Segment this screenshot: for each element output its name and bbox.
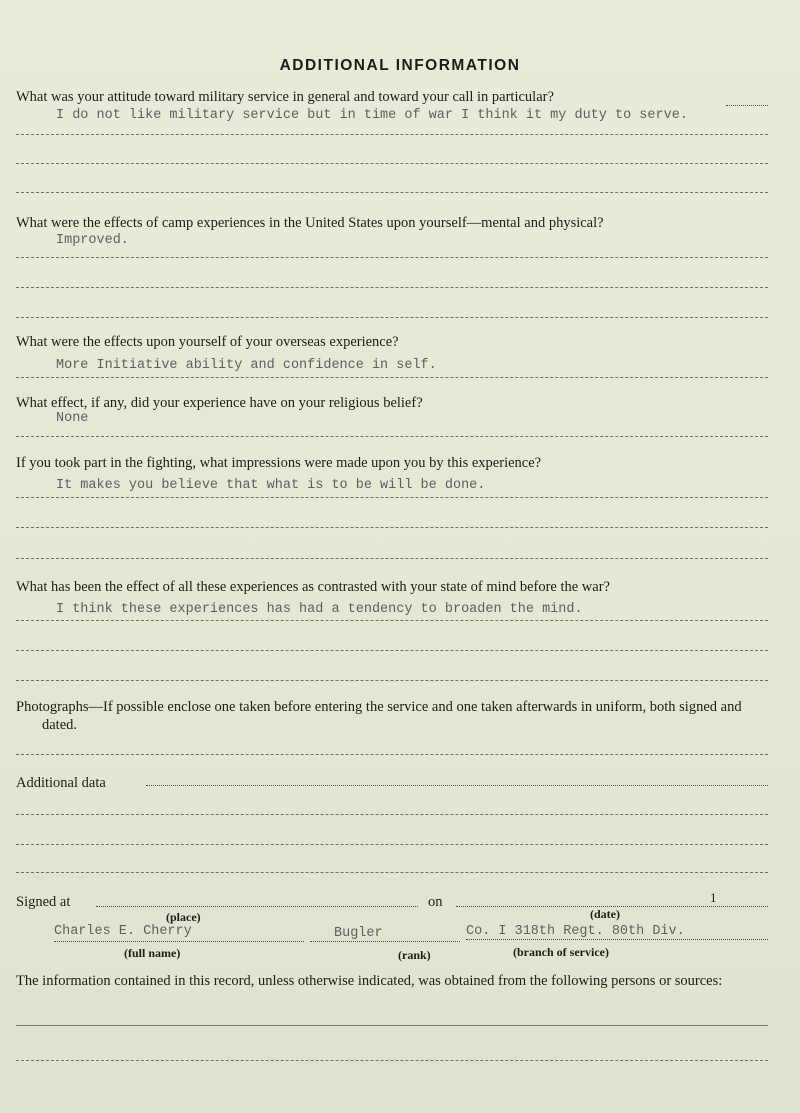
branch-label: (branch of service) bbox=[513, 945, 609, 959]
question-camp-effects: What were the effects of camp experiences in the United States upon yourself—mental and physical? bbox=[16, 215, 604, 231]
additional-data-label: Additional data bbox=[16, 775, 106, 791]
photographs-instruction: Photographs—If possible enclose one taken before entering the service and one taken afterwards in uniform, both signed and dated. bbox=[16, 699, 742, 733]
answer-line bbox=[16, 527, 768, 528]
answer-attitude: I do not like military service but in time of war I think it my duty to serve. bbox=[56, 108, 688, 123]
answer-line bbox=[16, 377, 768, 378]
place-label: (place) bbox=[166, 910, 201, 924]
answer-line bbox=[16, 872, 768, 873]
question-state-of-mind: What has been the effect of all these experiences as contrasted with your state of mind before the war? bbox=[16, 579, 610, 595]
answer-camp-effects: Improved. bbox=[56, 233, 129, 248]
full-name-line bbox=[54, 941, 304, 942]
signed-at-label: Signed at bbox=[16, 894, 71, 910]
answer-fighting-impressions: It makes you believe that what is to be will be done. bbox=[56, 478, 486, 493]
answer-line bbox=[16, 163, 768, 164]
answer-line bbox=[16, 1025, 768, 1026]
answer-religious-belief: None bbox=[56, 411, 89, 426]
date-label: (date) bbox=[590, 907, 620, 921]
full-name-label: (full name) bbox=[124, 946, 181, 960]
answer-line bbox=[16, 620, 768, 621]
answer-line bbox=[16, 1060, 768, 1061]
question-overseas-effects: What were the effects upon yourself of your overseas experience? bbox=[16, 334, 399, 350]
additional-data-line bbox=[146, 785, 768, 786]
date-fragment: 1 bbox=[710, 890, 717, 905]
place-line bbox=[96, 906, 418, 907]
answer-line bbox=[16, 287, 768, 288]
answer-state-of-mind: I think these experiences has had a tendency to broaden the mind. bbox=[56, 602, 583, 617]
on-label: on bbox=[428, 894, 443, 910]
answer-line bbox=[16, 754, 768, 755]
answer-line bbox=[16, 844, 768, 845]
answer-line bbox=[16, 192, 768, 193]
rank-label: (rank) bbox=[398, 948, 431, 962]
answer-line bbox=[16, 497, 768, 498]
answer-line bbox=[16, 558, 768, 559]
rank-line bbox=[310, 941, 460, 942]
question-fighting-impressions: If you took part in the fighting, what impressions were made upon you by this experience? bbox=[16, 455, 542, 471]
answer-line bbox=[16, 436, 768, 437]
form-title: ADDITIONAL INFORMATION bbox=[279, 57, 521, 74]
question-leader-dots bbox=[726, 105, 768, 106]
answer-line bbox=[16, 814, 768, 815]
answer-line bbox=[16, 257, 768, 258]
question-religious-belief: What effect, if any, did your experience have on your religious belief? bbox=[16, 395, 423, 411]
full-name-value: Charles E. Cherry bbox=[54, 924, 192, 939]
rank-value: Bugler bbox=[334, 926, 383, 941]
answer-line bbox=[16, 134, 768, 135]
branch-value: Co. I 318th Regt. 80th Div. bbox=[466, 924, 685, 939]
answer-line bbox=[16, 317, 768, 318]
answer-line bbox=[16, 650, 768, 651]
answer-overseas-effects: More Initiative ability and confidence in self. bbox=[56, 358, 437, 373]
sources-statement: The information contained in this record, unless otherwise indicated, was obtained from the following persons or sources: bbox=[16, 973, 723, 989]
answer-line bbox=[16, 680, 768, 681]
branch-line bbox=[466, 939, 768, 940]
question-attitude: What was your attitude toward military service in general and toward your call in particular? bbox=[16, 89, 554, 105]
